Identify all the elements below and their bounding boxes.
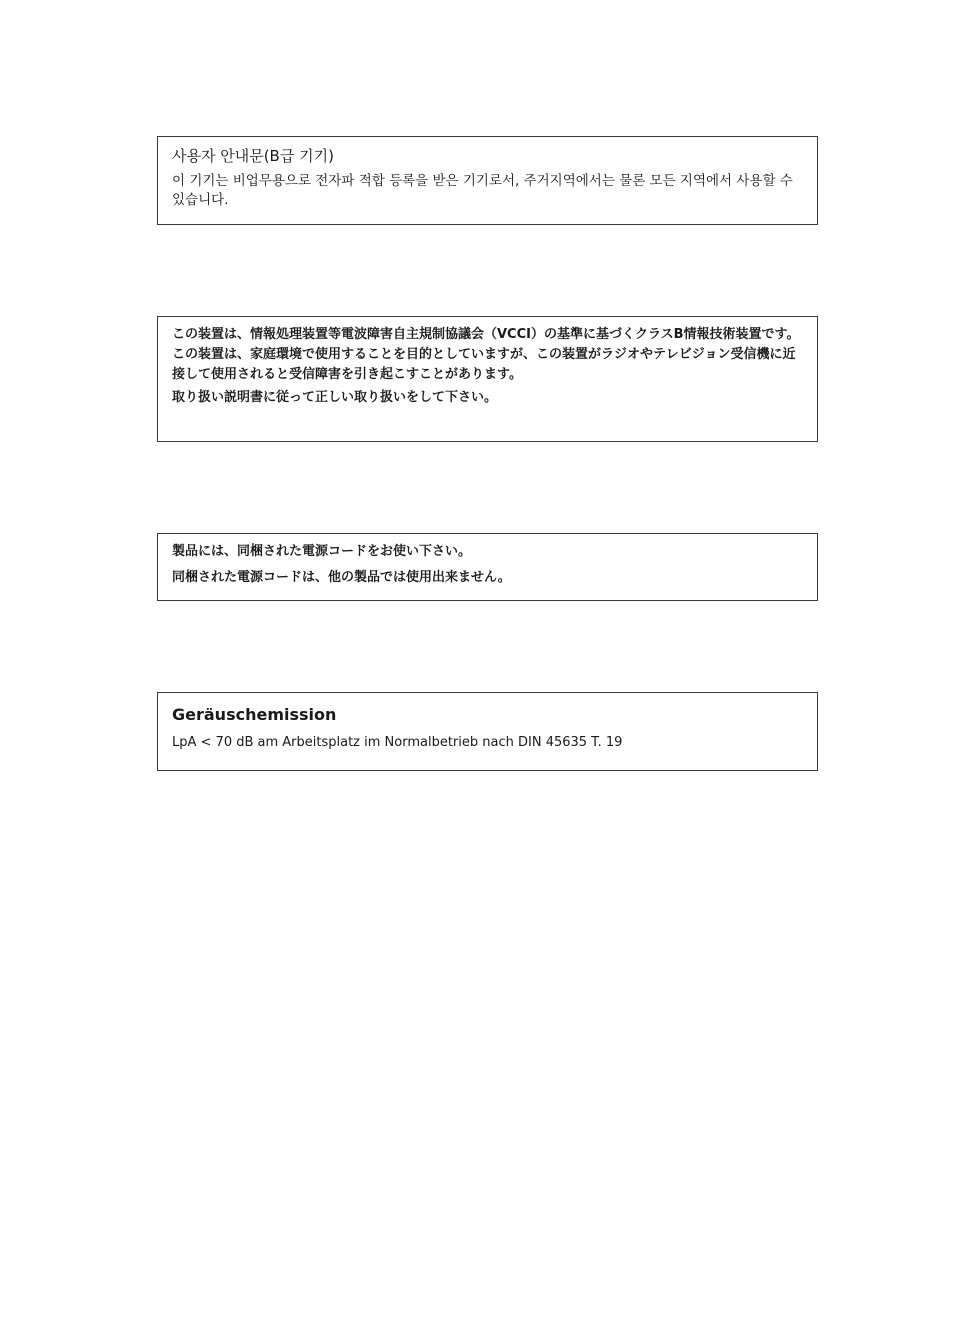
korean-class-b-notice <box>157 136 818 225</box>
vcci-notice <box>157 316 818 442</box>
power-cord-line-2: 同梱された電源コードは、他の製品では使用出来ません。 <box>172 570 511 585</box>
korean-notice-title: 사용자 안내문(B급 기기) <box>172 147 334 165</box>
korean-notice-body: 이 기기는 비업무용으로 전자파 적합 등록을 받은 기기로서, 주거지역에서는 물론 모든 지역에서 사용할 수 있습니다. <box>172 173 793 208</box>
noise-emission-body: LpA < 70 dB am Arbeitsplatz im Normalbetrieb nach DIN 45635 T. 19 <box>172 735 623 750</box>
noise-emission-notice <box>157 692 818 771</box>
power-cord-notice <box>157 533 818 601</box>
vcci-notice-paragraph: この装置は、情報処理装置等電波障害自主規制協議会（VCCI）の基準に基づくクラスB情報技術装置です。この装置は、家庭環境で使用することを目的としていますが、この装置がラジオやテレビジョン受信機に近接して使用されると受信障害を引き起こすことがあります。 <box>172 327 800 382</box>
power-cord-line-1: 製品には、同梱された電源コードをお使い下さい。 <box>172 544 472 559</box>
noise-emission-title: Geräuschemission <box>172 705 337 724</box>
vcci-notice-instruction: 取り扱い説明書に従って正しい取り扱いをして下さい。 <box>172 390 498 405</box>
